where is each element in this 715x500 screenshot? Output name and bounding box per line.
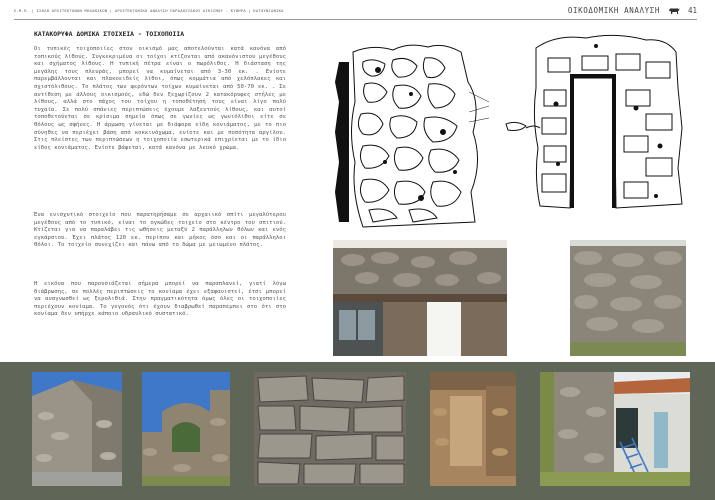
breadcrumb: Ε.Μ.Π. | ΣΧΟΛΗ ΑΡΧΙΤΕΚΤΟΝΩΝ ΜΗΧΑΝΙΚΩΝ | ΑΡΧΙΤΕΚΤΟΝΙΚΗ ΑΝΑΛΥΣΗ ΠΑΡΑΔΟΣΙΑΚΟΥ ΟΙΚΙΣΜΟΥ - ΚΥΘΗΡΑ | ΚΑΤΟΥΝΙΑΝΙΚΑ [14, 9, 284, 13]
photo-wall-lintel [333, 240, 507, 356]
page-header [568, 6, 697, 15]
wall-section-sketch [333, 22, 493, 236]
header-divider [14, 19, 697, 20]
page-number: 41 [687, 6, 697, 15]
photo-stone-house-corner [32, 372, 122, 486]
photo-stone-masonry-closeup [254, 372, 406, 486]
wall-opening-sketch [496, 28, 694, 212]
photo-ruined-arch [142, 372, 230, 486]
photo-house-door-ladder [540, 372, 690, 486]
body-paragraph-3: Η εικόνα που παρουσιάζεται σήμερα μπορεί να παραπλανεί, γιατί λόγω διάβρωσης, σε πολλές περιπτώσεις το κονίαμα έχει εξαφανιστεί, έτσι μπορεί να αναγνωσθεί ως ξερολιθιά. Στην πραγματικότητα όμως όλες οι τοιχοποιίες περιέχουν κονίαμα. Το γεγονός ότι έχουν διαβρωθεί παραπέμπει στο ότι στο κονίαμα δεν υπήρχε κάποιο υδραυλικό συστατικό. [34, 281, 286, 318]
photo-interior-wall-niche [430, 372, 516, 486]
photo-stone-wall-block [570, 240, 686, 356]
page-title: ΟΙΚΟΔΟΜΙΚΗ ΑΝΑΛΥΣΗ [567, 6, 660, 15]
section-heading: ΚΑΤΑΚΟΡΥΦΑ ΔΟΜΙΚΑ ΣΤΟΙΧΕΙΑ - ΤΟΙΧΟΠΟΙΙΑ [34, 30, 185, 38]
animal-silhouette-icon [668, 7, 680, 15]
body-paragraph-2: Ένα ενισχυτικό στοιχείο που παρατηρήσαμε σε αρχαιικό σπίτι μεγαλύτερου μεγέθους από το τυπικό, είναι το ογκώδες τοιχείο στο κέντρο του σπιτιού. Κτίζεται για να παραλάβει τις ωθήσεις μεταξύ 2 παράλληλων θόλων και ενός εγκάρσιου. Έχει πλάτος 120 εκ. περίπου και μήκος όσο και οι παράλληλοι θόλοι. Το τοιχείο συνεχίζει και πάνω από το δώμα με μειωμένο πλάτος. [34, 212, 286, 249]
body-paragraph-1: Οι τυπικές τοιχοποιίες στον οικισμό μας αποτελούνται κατά κανόνα από τοπικούς λίθους. Συγκεκριμένα οι τοίχοι κτίζονται από ακανόνιστου μεγέθους και σχήματος λίθους. Η τυπική πέτρα είναι ο πωρόλιθος. Η διάσταση της μεγάλης τους πλευράς, μπορεί να κυμαίνεται από 3-30 εκ. . Ενίοτε παρεμβάλλονται και πλακοειδείς λίθοι, όπως κομμάτια από χελόπλακες και σχιστόλιθους. Το πλάτος των φερόντων τοίχων κυμαίνεται από 50-70 εκ. . Σε αντίθεση με άλλους οικισμούς, εδώ δεν ξεχωρίζουν 2 κατακόρυφες στήλες με λίθους, αλλά στο πάχος του τοίχου η τοποθέτησή τους είναι λίγο πολύ τυχαία. Σε πολύ σπάνιες περιπτώσεις έχουμε λαξευτούς λίθους, και αυτοί τοποθετούνται σε κρίσιμα σημεία όπως σε γωνίες ως γωνιόλιθοι είτε σε θόλους ως σφήνες. Η άρμωση γίνεται με διάφορα είδη κονιάματος, με το πιο σύνηθες να περιέχει βάση από κοκκινόχωμα, ενίοτε και με ποσότητα αργίλου. Στις πλείστες των περιπτώσεων η τοιχοποιία εσωτερικά επιχρίεται με το ίδιο είδος κονιάματος. Ενίοτε βάφεται, κατά κανόνα με λευκό χρώμα. [34, 46, 286, 151]
